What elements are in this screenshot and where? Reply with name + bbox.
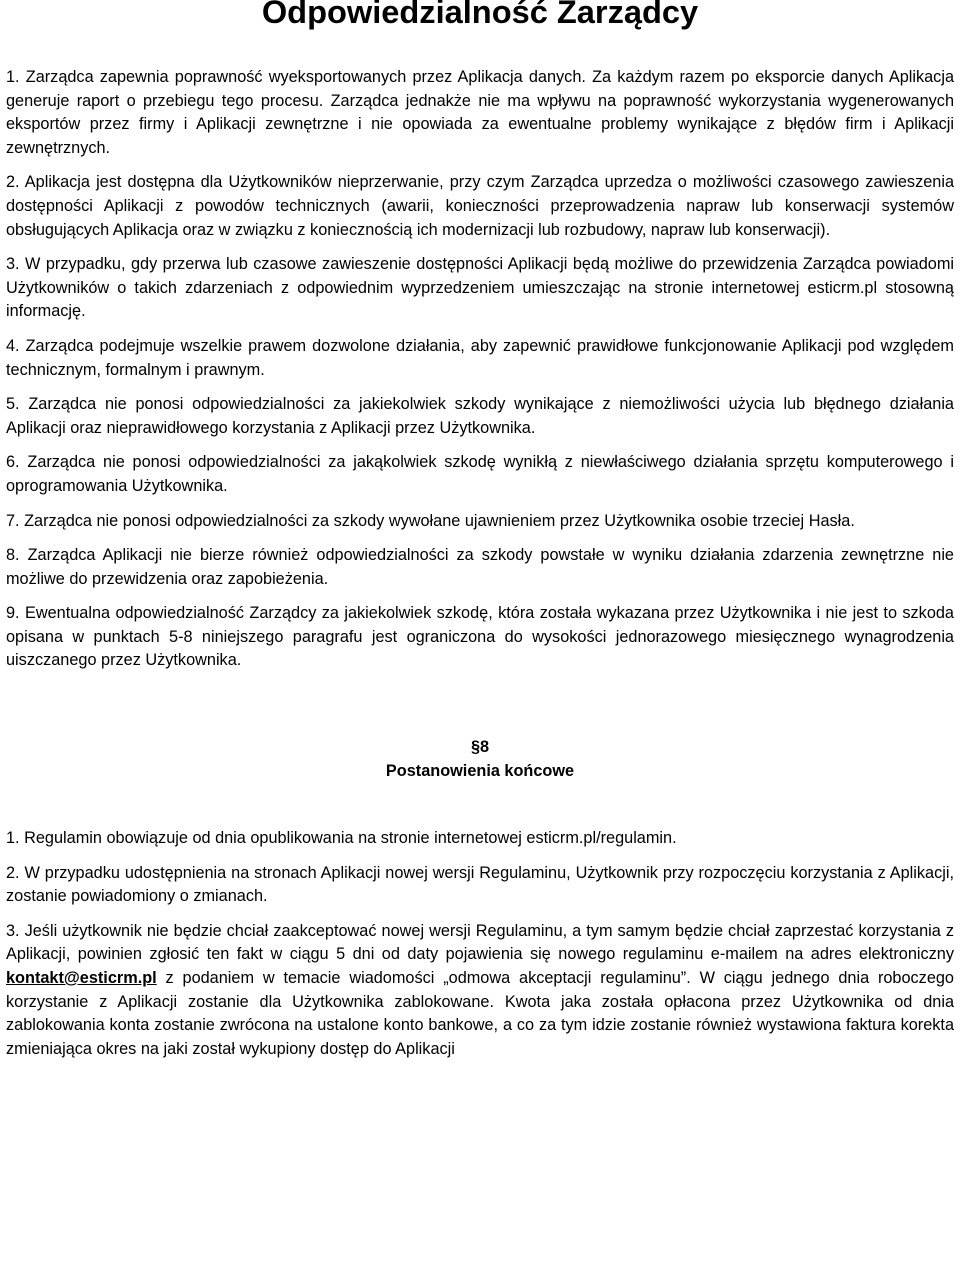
final-paragraph-1: 1. Regulamin obowiązuje od dnia opublikowania na stronie internetowej esticrm.pl/regulamin. xyxy=(6,829,677,848)
final-paragraph-3-end: z podaniem w temacie wiadomości „odmowa akceptacji regulaminu”. W ciągu jednego dnia roboczego korzystanie z Aplikacji zostanie dla Użytkownika zablokowane. Kwota jaka została opłacona przez Użytkownika od dnia zablokowania konta zostanie zwrócona na ustalone konto bankowe, a co za tym idzie zostanie również wystawiona faktura korekta zmieniająca okres na jaki został wykupiony dostęp do Aplikacji xyxy=(6,969,954,1058)
final-provisions-section xyxy=(6,827,954,1061)
final-paragraph-2: 2. W przypadku udostępnienia na stronach Aplikacji nowej wersji Regulaminu, Użytkownik przy rozpoczęciu korzystania z Aplikacji, zostanie powiadomiony o zmianach. xyxy=(6,863,954,906)
liability-paragraph-1: 1. Zarządca zapewnia poprawność wyeksportowanych przez Aplikacja danych. Za każdym razem po eksporcie danych Aplikacja generuje raport o przebiegu tego procesu. Zarządca jednakże nie ma wpływu na poprawność wykorzystania wygenerowanych eksportów przez firmy i Aplikacji zewnętrzne i nie opowiada za ewentualne problemy wynikające z błędów firm i Aplikacji zewnętrznych. xyxy=(6,68,954,157)
liability-paragraph-6: 6. Zarządca nie ponosi odpowiedzialności za jakąkolwiek szkodę wynikłą z niewłaściwego działania sprzętu komputerowego i oprogramowania Użytkownika. xyxy=(6,453,954,495)
final-paragraph-3-start: 3. Jeśli użytkownik nie będzie chciał zaakceptować nowej wersji Regulaminu, a tym samym będzie chciał zaprzestać korzystania z Aplikacji, powinien zgłosić ten fakt w ciągu 5 dni od daty pojawienia się nowego regulaminu e-mailem na adres elektroniczny xyxy=(6,921,954,964)
liability-paragraph-2: 2. Aplikacja jest dostępna dla Użytkowników nieprzerwanie, przy czym Zarządca uprzedza o możliwości czasowego zawieszenia dostępności Aplikacji z powodów technicznych (awarii, konieczności przeprowadzenia napraw lub konserwacji systemów obsługujących Aplikacja oraz w związku z koniecznością ich modernizacji lub rozbudowy, napraw lub konserwacji). xyxy=(6,173,954,239)
liability-paragraph-3: 3. W przypadku, gdy przerwa lub czasowe zawieszenie dostępności Aplikacji będą możliwe do przewidzenia Zarządca powiadomi Użytkowników o takich zdarzeniach z odpowiednim wyprzedzeniem umieszczając na stronie internetowej esticrm.pl stosowną informację. xyxy=(6,255,954,321)
final-paragraph-3 xyxy=(6,920,954,1062)
liability-paragraph-9: 9. Ewentualna odpowiedzialność Zarządcy za jakiekolwiek szkodę, która została wykazana przez Użytkownika i nie jest to szkoda opisana w punktach 5-8 niniejszego paragrafu jest ograniczona do wysokości jednorazowego miesięcznego wynagrodzenia uiszczanego przez Użytkownika. xyxy=(6,604,954,670)
section-title: Postanowienia końcowe xyxy=(385,762,575,781)
section-sign: §8 xyxy=(470,738,490,757)
liability-paragraph-8: 8. Zarządca Aplikacji nie bierze również odpowiedzialności za szkody powstałe w wyniku działania zdarzenia zewnętrzne nie możliwe do przewidzenia oraz zapobieżenia. xyxy=(6,546,954,588)
contact-email-link[interactable]: kontakt@esticrm.pl xyxy=(6,969,157,988)
liability-paragraph-4: 4. Zarządca podejmuje wszelkie prawem dozwolone działania, aby zapewnić prawidłowe funkcjonowanie Aplikacji pod względem technicznym, formalnym i prawnym. xyxy=(6,336,954,379)
liability-section xyxy=(6,66,954,673)
liability-paragraph-5: 5. Zarządca nie ponosi odpowiedzialności za jakiekolwiek szkody wynikające z niemożliwości użycia lub błędnego działania Aplikacji oraz nieprawidłowego korzystania z Aplikacji przez Użytkownika. xyxy=(6,395,954,437)
page-title: Odpowiedzialność Zarządcy xyxy=(261,0,699,30)
liability-paragraph-7: 7. Zarządca nie ponosi odpowiedzialności za szkody wywołane ujawnieniem przez Użytkownika osobie trzeciej Hasła. xyxy=(6,511,855,530)
